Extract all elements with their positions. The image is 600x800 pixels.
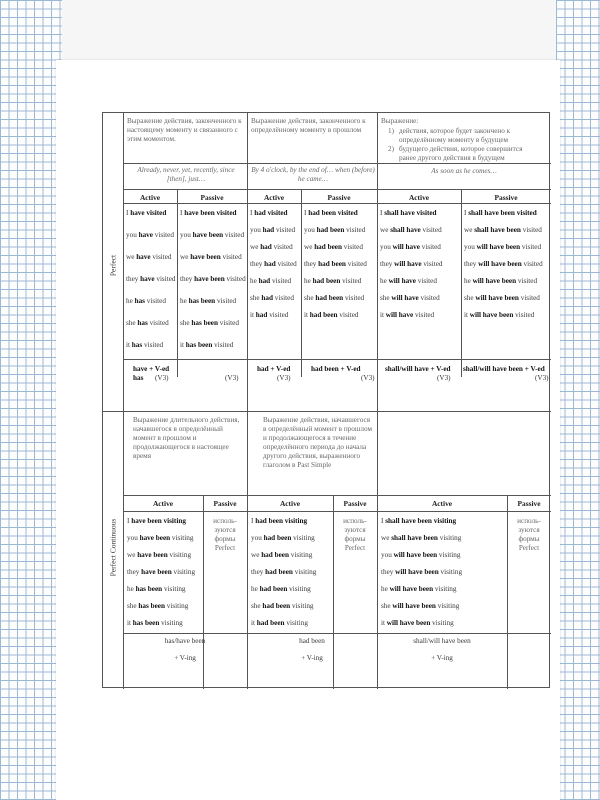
conjugation-row xyxy=(251,585,333,594)
pronoun: he xyxy=(250,277,259,285)
pronoun: he xyxy=(381,585,390,593)
pronoun: I xyxy=(381,517,386,525)
conjugation-row xyxy=(250,311,300,320)
perfect-past-formula-active: had + V-ed xyxy=(257,365,291,373)
pronoun: I xyxy=(251,517,256,525)
pronoun: she xyxy=(127,602,139,610)
pc-past-passive-note: исполь- зуются формы Perfect xyxy=(343,517,367,552)
row-label-perfect-continuous: Perfect Continuous xyxy=(108,518,118,577)
verb-form: visited xyxy=(345,260,367,268)
auxiliary: will have been xyxy=(475,294,519,302)
conjugation-row xyxy=(180,209,246,218)
verb-form: visited xyxy=(270,277,292,285)
auxiliary: will have xyxy=(392,243,420,251)
auxiliary: had xyxy=(262,226,275,234)
verb-form: visiting xyxy=(437,551,461,559)
auxiliary: had xyxy=(264,260,276,268)
verb-form: visited xyxy=(337,311,359,319)
verb-form: visited xyxy=(150,253,172,261)
pc-present-active-header: Active xyxy=(152,499,174,508)
auxiliary: had been xyxy=(314,243,342,251)
auxiliary: will have been xyxy=(472,277,517,285)
conjugation-row xyxy=(127,551,203,560)
pronoun: it xyxy=(381,619,387,627)
auxiliary: had been visited xyxy=(308,209,358,217)
auxiliary: have been visited xyxy=(184,209,237,217)
perfect-past-description: Выражение действия, законченного к определённому моменту в прошлом xyxy=(251,117,366,134)
pc-future-passive-note: исполь- зуются формы Perfect xyxy=(517,517,541,552)
verb-form: visited xyxy=(274,226,296,234)
auxiliary: will have been xyxy=(469,311,514,319)
perfect-present-description: Выражение действия, законченного к настоящему моменту и связанного с этим моментом. xyxy=(127,117,242,143)
pronoun: I xyxy=(380,209,385,217)
conjugation-row xyxy=(127,602,203,611)
conjugation-row xyxy=(380,294,460,303)
pc-past-description: Выражение действия, начавшегося в определённый момент в прошлом и продолжающегося в течение определённого периода до начала другого действия, выраженного глаголом в Past Simple xyxy=(263,416,372,469)
row-label-perfect: Perfect xyxy=(108,254,118,277)
conjugation-row xyxy=(464,294,550,303)
pronoun: it xyxy=(180,341,186,349)
conjugation-row xyxy=(250,260,300,269)
verb-form: visiting xyxy=(164,602,189,610)
verb-form: visited xyxy=(520,226,542,234)
pronoun: I xyxy=(127,517,132,525)
perfect-past-formula-passive-v3: (V3) xyxy=(361,374,375,382)
auxiliary: have visited xyxy=(130,209,167,217)
auxiliary: have xyxy=(140,275,155,283)
verb-form: visiting xyxy=(162,585,186,593)
conjugation-row xyxy=(304,294,376,303)
pronoun: we xyxy=(304,243,315,251)
auxiliary: have xyxy=(138,231,153,239)
conjugation-row xyxy=(380,277,460,286)
pronoun: it xyxy=(127,619,133,627)
conjugation-row xyxy=(251,534,333,543)
conjugation-row xyxy=(304,209,376,218)
auxiliary: have been visiting xyxy=(131,517,186,525)
verb-form: visited xyxy=(212,341,234,349)
conjugation-row xyxy=(180,341,246,350)
pronoun: we xyxy=(250,243,261,251)
verb-form: visited xyxy=(521,260,543,268)
verb-form: visited xyxy=(144,297,166,305)
conjugation-row xyxy=(304,243,376,252)
verb-form: visited xyxy=(154,275,176,283)
conjugation-row xyxy=(381,534,507,543)
verb-form: visiting xyxy=(170,534,194,542)
pronoun: I xyxy=(250,209,255,217)
pc-present-formula-2: + V-ing xyxy=(174,654,196,662)
pc-past-passive-header: Passive xyxy=(343,499,367,508)
auxiliary: had been xyxy=(265,568,293,576)
auxiliary: had xyxy=(258,277,271,285)
verb-form: visited xyxy=(420,226,442,234)
pronoun: they xyxy=(380,260,395,268)
conjugation-row xyxy=(304,311,376,320)
conjugation-row xyxy=(127,517,203,526)
conjugation-row xyxy=(126,319,176,328)
conjugation-row xyxy=(380,311,460,320)
perfect-future-desc-num-1: 1) xyxy=(388,127,394,135)
graph-paper-left xyxy=(0,0,62,800)
conjugation-row xyxy=(381,619,507,628)
pc-present-passive-note: исполь- зуются формы Perfect xyxy=(213,517,237,552)
auxiliary: had xyxy=(261,294,273,302)
auxiliary: have been xyxy=(139,534,171,542)
verb-form: visited xyxy=(419,243,441,251)
perfect-past-formula-passive: had been + V-ed xyxy=(311,365,361,373)
conjugation-row xyxy=(127,619,203,628)
conjugation-row xyxy=(464,209,550,218)
pronoun: she xyxy=(464,294,476,302)
conjugation-row xyxy=(304,226,376,235)
auxiliary: had visited xyxy=(254,209,288,217)
verb-form: visited xyxy=(223,231,245,239)
auxiliary: will have been xyxy=(392,602,436,610)
pronoun: you xyxy=(380,243,393,251)
pc-present-description: Выражение длительного действия, начавшегося в определённый момент в прошлом и продолжающегося в настоящее время xyxy=(133,416,240,460)
verb-form: visiting xyxy=(288,551,313,559)
verb-form: visited xyxy=(415,277,437,285)
verb-form: visiting xyxy=(437,534,462,542)
auxiliary: have been xyxy=(192,231,224,239)
pronoun: she xyxy=(251,602,263,610)
conjugation-row xyxy=(464,311,550,320)
perfect-present-formula-v3-p: (V3) xyxy=(225,374,239,382)
auxiliary: had been xyxy=(316,226,345,234)
pronoun: they xyxy=(251,568,266,576)
auxiliary: will have been xyxy=(395,568,439,576)
auxiliary: will have been xyxy=(393,551,438,559)
conjugation-row xyxy=(251,568,333,577)
pc-future-passive-header: Passive xyxy=(517,499,541,508)
conjugation-row xyxy=(381,602,507,611)
auxiliary: has been xyxy=(185,341,213,349)
verb-form: visiting xyxy=(171,568,196,576)
conjugation-row xyxy=(250,243,300,252)
pronoun: she xyxy=(250,294,262,302)
verb-form: visited xyxy=(147,319,169,327)
pronoun: you xyxy=(126,231,139,239)
conjugation-row xyxy=(250,226,300,235)
verb-form: visited xyxy=(215,297,237,305)
pc-future-active-header: Active xyxy=(431,499,453,508)
pronoun: she xyxy=(381,602,393,610)
pronoun: it xyxy=(250,311,256,319)
verb-form: visited xyxy=(271,243,293,251)
conjugation-row xyxy=(381,568,507,577)
auxiliary: will have xyxy=(388,277,416,285)
perfect-future-formula-passive: shall/will have been + V-ed xyxy=(463,365,545,373)
conjugation-row xyxy=(126,209,176,218)
pronoun: he xyxy=(126,297,135,305)
perfect-present-passive-header: Passive xyxy=(200,193,224,202)
verb-form: visiting xyxy=(433,585,457,593)
pc-future-formula-1: shall/will have been xyxy=(413,637,471,645)
pronoun: you xyxy=(250,226,263,234)
perfect-future-formula-active: shall/will have + V-ed xyxy=(385,365,451,373)
auxiliary: had been xyxy=(256,619,285,627)
verb-form: visited xyxy=(275,260,297,268)
perfect-future-desc-1: действия, которое будет закончено к определённому моменту в будущем xyxy=(399,127,511,144)
auxiliary: has been xyxy=(135,585,163,593)
verb-form: visiting xyxy=(287,585,311,593)
auxiliary: had been xyxy=(261,551,289,559)
perfect-past-active-header: Active xyxy=(263,193,285,202)
pc-past-formula-2: + V-ing xyxy=(301,654,323,662)
pronoun: I xyxy=(180,209,185,217)
pronoun: we xyxy=(126,253,137,261)
conjugation-row xyxy=(380,226,460,235)
auxiliary: has been xyxy=(138,602,165,610)
tense-table xyxy=(102,112,550,688)
perfect-present-formula-v3-a: (V3) xyxy=(155,374,169,382)
verb-form: visiting xyxy=(290,602,314,610)
auxiliary: had been xyxy=(318,260,346,268)
pronoun: I xyxy=(126,209,131,217)
perfect-past-passive-header: Passive xyxy=(327,193,351,202)
verb-form: visited xyxy=(516,277,538,285)
pronoun: she xyxy=(304,294,316,302)
perfect-future-active-header: Active xyxy=(408,193,430,202)
verb-form: visited xyxy=(513,311,535,319)
pronoun: I xyxy=(304,209,309,217)
conjugation-row xyxy=(126,231,176,240)
verb-form: visited xyxy=(518,294,540,302)
pronoun: it xyxy=(464,311,470,319)
auxiliary: shall have been visited xyxy=(468,209,537,217)
verb-form: visiting xyxy=(430,619,454,627)
pronoun: you xyxy=(464,243,477,251)
pronoun: I xyxy=(464,209,469,217)
conjugation-row xyxy=(180,297,246,306)
auxiliary: will have xyxy=(391,294,419,302)
conjugation-row xyxy=(381,551,507,560)
conjugation-row xyxy=(380,260,460,269)
perfect-past-formula-active-v3: (V3) xyxy=(277,374,291,382)
perfect-future-formula-passive-v3: (V3) xyxy=(535,374,549,382)
auxiliary: shall have been xyxy=(391,534,438,542)
verb-form: visited xyxy=(344,226,366,234)
auxiliary: will have been xyxy=(389,585,434,593)
auxiliary: had been xyxy=(309,311,338,319)
pronoun: he xyxy=(180,297,189,305)
conjugation-row xyxy=(380,209,460,218)
conjugation-row xyxy=(250,209,300,218)
conjugation-row xyxy=(180,319,246,328)
conjugation-row xyxy=(304,277,376,286)
conjugation-row xyxy=(127,585,203,594)
conjugation-row xyxy=(180,253,246,262)
conjugation-row xyxy=(250,294,300,303)
perfect-present-formula-active: have + V-ed xyxy=(133,365,170,373)
auxiliary: will have xyxy=(385,311,414,319)
pronoun: you xyxy=(251,534,264,542)
verb-form: visited xyxy=(341,243,363,251)
pronoun: he xyxy=(464,277,473,285)
conjugation-row xyxy=(127,534,203,543)
conjugation-row xyxy=(251,517,333,526)
pronoun: we xyxy=(381,534,392,542)
conjugation-row xyxy=(464,243,550,252)
conjugation-row xyxy=(180,231,246,240)
conjugation-row xyxy=(251,602,333,611)
conjugation-row xyxy=(464,277,550,286)
auxiliary: will have been xyxy=(386,619,431,627)
perfect-future-passive-header: Passive xyxy=(494,193,518,202)
auxiliary: will have been xyxy=(476,243,521,251)
pronoun: we xyxy=(464,226,475,234)
verb-form: visited xyxy=(421,260,443,268)
pronoun: he xyxy=(251,585,260,593)
pronoun: it xyxy=(380,311,386,319)
conjugation-row xyxy=(381,517,507,526)
pronoun: she xyxy=(126,319,138,327)
verb-form: visiting xyxy=(167,551,192,559)
auxiliary: has xyxy=(137,319,148,327)
pronoun: they xyxy=(464,260,479,268)
pc-past-active-header: Active xyxy=(279,499,301,508)
auxiliary: had been xyxy=(259,585,288,593)
pc-present-passive-header: Passive xyxy=(213,499,237,508)
auxiliary: will have been xyxy=(478,260,522,268)
verb-form: visited xyxy=(272,294,294,302)
verb-form: visited xyxy=(267,311,289,319)
auxiliary: shall have visited xyxy=(384,209,437,217)
pronoun: you xyxy=(304,226,317,234)
auxiliary: had xyxy=(260,243,272,251)
pronoun: they xyxy=(126,275,141,283)
pronoun: they xyxy=(127,568,142,576)
perfect-present-formula-has: has xyxy=(133,374,144,382)
verb-form: visiting xyxy=(159,619,183,627)
auxiliary: has been xyxy=(188,297,216,305)
auxiliary: shall have been visiting xyxy=(385,517,457,525)
perfect-future-desc-2: будущего действия, которое совершится ранее другого действия в будущем xyxy=(399,145,523,162)
auxiliary: had been visiting xyxy=(255,517,308,525)
pronoun: you xyxy=(127,534,140,542)
verb-form: visited xyxy=(152,231,174,239)
conjugation-row xyxy=(127,568,203,577)
auxiliary: had been xyxy=(263,534,292,542)
verb-form: visiting xyxy=(292,568,317,576)
pronoun: she xyxy=(380,294,392,302)
conjugation-row xyxy=(251,551,333,560)
verb-form: visited xyxy=(142,341,164,349)
auxiliary: will have xyxy=(394,260,422,268)
auxiliary: shall have been xyxy=(474,226,521,234)
pronoun: you xyxy=(381,551,394,559)
conjugation-row xyxy=(304,260,376,269)
conjugation-row xyxy=(126,275,176,284)
conjugation-row xyxy=(464,260,550,269)
verb-form: visited xyxy=(220,253,242,261)
auxiliary: have xyxy=(136,253,151,261)
auxiliary: had been xyxy=(312,277,341,285)
auxiliary: had been xyxy=(262,602,291,610)
pronoun: they xyxy=(304,260,319,268)
pronoun: they xyxy=(381,568,396,576)
perfect-present-markers: Already, never, yet, recently, since [then], just… xyxy=(137,166,235,183)
auxiliary: have been xyxy=(190,253,221,261)
verb-form: visited xyxy=(413,311,435,319)
conjugation-row xyxy=(381,585,507,594)
conjugation-row xyxy=(250,277,300,286)
pc-past-formula-1: had been xyxy=(299,637,325,645)
auxiliary: have been xyxy=(141,568,172,576)
perfect-future-desc-title: Выражение: xyxy=(381,117,419,125)
verb-form: visited xyxy=(340,277,362,285)
perfect-past-markers: By 4 o'clock, by the end of… when (before) he came… xyxy=(251,166,375,183)
perfect-future-formula-active-v3: (V3) xyxy=(437,374,451,382)
auxiliary: shall have xyxy=(390,226,421,234)
pronoun: he xyxy=(304,277,313,285)
pronoun: it xyxy=(126,341,132,349)
graph-paper-right xyxy=(556,0,600,800)
conjugation-row xyxy=(380,243,460,252)
auxiliary: have been xyxy=(137,551,168,559)
auxiliary: has xyxy=(131,341,143,349)
verb-form: visiting xyxy=(438,568,463,576)
auxiliary: has been xyxy=(132,619,160,627)
conjugation-row xyxy=(126,341,176,350)
auxiliary: has been xyxy=(191,319,218,327)
verb-form: visited xyxy=(224,275,246,283)
verb-form: visiting xyxy=(284,619,308,627)
pronoun: we xyxy=(380,226,391,234)
pronoun: she xyxy=(180,319,192,327)
verb-form: visited xyxy=(217,319,239,327)
auxiliary: had been xyxy=(315,294,344,302)
pronoun: he xyxy=(127,585,136,593)
conjugation-row xyxy=(126,297,176,306)
pc-future-formula-2: + V-ing xyxy=(431,654,453,662)
pronoun: they xyxy=(250,260,265,268)
pronoun: we xyxy=(180,253,191,261)
conjugation-row xyxy=(251,619,333,628)
pronoun: you xyxy=(180,231,193,239)
auxiliary: has xyxy=(134,297,145,305)
pronoun: he xyxy=(380,277,389,285)
pronoun: it xyxy=(304,311,310,319)
verb-form: visited xyxy=(418,294,440,302)
conjugation-row xyxy=(180,275,246,284)
auxiliary: had xyxy=(255,311,268,319)
pronoun: we xyxy=(127,551,138,559)
verb-form: visited xyxy=(520,243,542,251)
verb-form: visited xyxy=(343,294,365,302)
conjugation-row xyxy=(126,253,176,262)
pronoun: they xyxy=(180,275,195,283)
perfect-future-markers: As soon as he comes… xyxy=(431,167,497,175)
perfect-future-desc-num-2: 2) xyxy=(388,145,394,153)
perfect-present-active-header: Active xyxy=(139,193,161,202)
pronoun: it xyxy=(251,619,257,627)
verb-form: visiting xyxy=(291,534,315,542)
auxiliary: have been xyxy=(194,275,225,283)
pronoun: we xyxy=(251,551,262,559)
pc-present-formula-1: has/have been xyxy=(164,637,206,645)
conjugation-row xyxy=(464,226,550,235)
verb-form: visiting xyxy=(435,602,460,610)
